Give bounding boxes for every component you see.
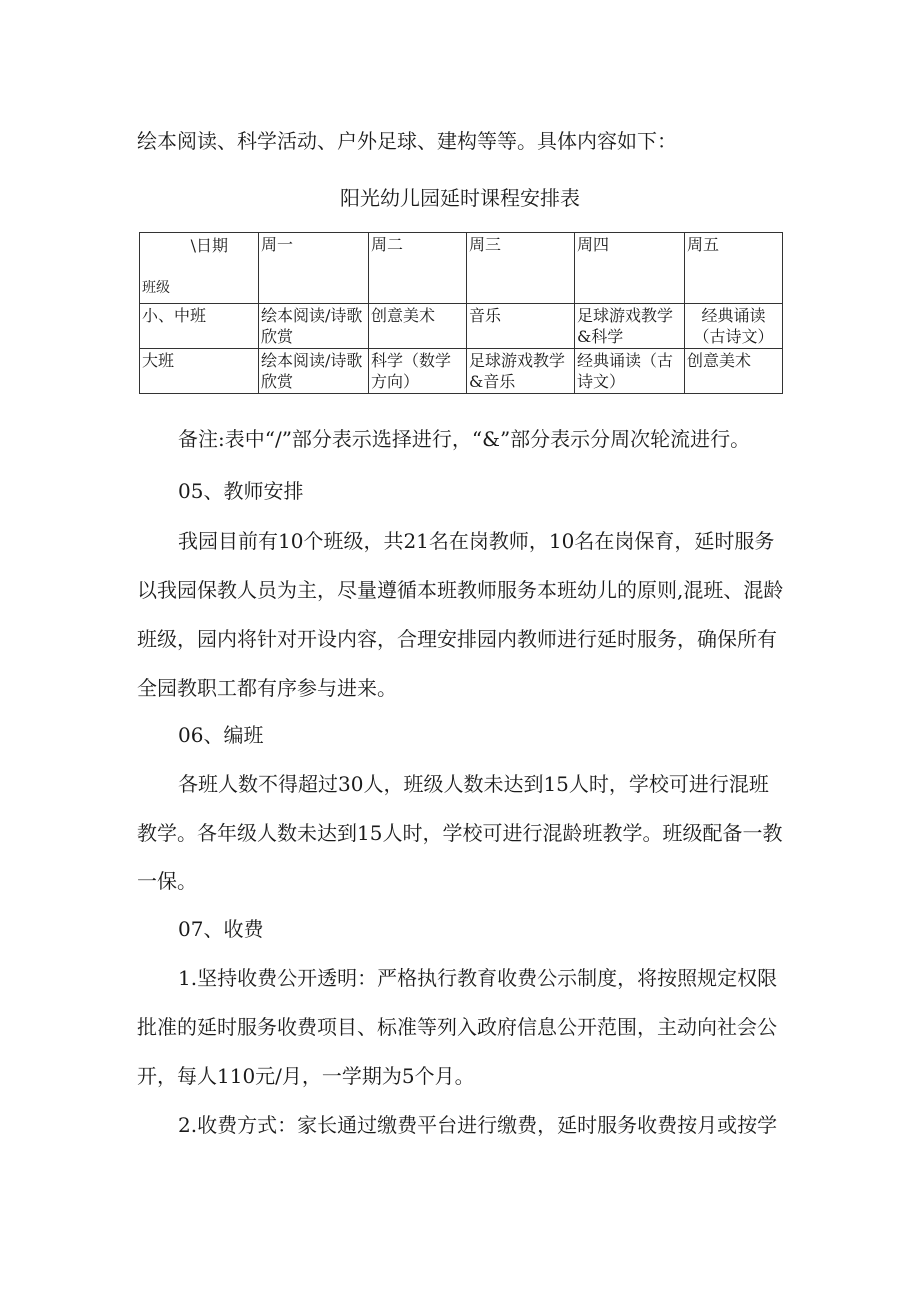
class-name-cell: 小、中班 xyxy=(140,304,259,349)
table-cell: 经典诵读（古诗文） xyxy=(575,349,685,394)
table-header-row xyxy=(140,233,783,304)
corner-class-label: 班级 xyxy=(142,280,170,296)
table-row xyxy=(140,304,783,349)
schedule-table xyxy=(139,232,783,394)
paragraph-line: 教学。各年级人数未达到15人时，学校可进行混龄班教学。班级配备一教 xyxy=(137,821,783,845)
paragraph-line: 我园目前有10个班级，共21名在岗教师，10名在岗保育，延时服务 xyxy=(178,529,775,553)
paragraph-line: 开，每人110元/月，一学期为5个月。 xyxy=(137,1064,475,1088)
section-heading-classes: 06、编班 xyxy=(178,723,264,747)
table-cell: 创意美术 xyxy=(685,349,783,394)
header-day: 周一 xyxy=(259,233,369,304)
paragraph-line: 各班人数不得超过30人，班级人数未达到15人时，学校可进行混班 xyxy=(178,772,769,796)
table-cell: 创意美术 xyxy=(369,304,467,349)
table-cell: 足球游戏教学&音乐 xyxy=(467,349,575,394)
paragraph-line: 批准的延时服务收费项目、标准等列入政府信息公开范围，主动向社会公 xyxy=(137,1015,777,1039)
section-heading-teachers: 05、教师安排 xyxy=(178,479,304,503)
header-day: 周二 xyxy=(369,233,467,304)
paragraph-line: 以我园保教人员为主，尽量遵循本班教师服务本班幼儿的原则,混班、混龄 xyxy=(137,578,784,602)
header-day: 周五 xyxy=(685,233,783,304)
corner-date-label: \日期 xyxy=(190,236,228,255)
table-cell: 音乐 xyxy=(467,304,575,349)
intro-text: 绘本阅读、科学活动、户外足球、建构等等。具体内容如下： xyxy=(137,129,677,153)
corner-cell xyxy=(140,233,259,304)
table-note: 备注:表中“/”部分表示选择进行，“&”部分表示分周次轮流进行。 xyxy=(178,427,751,451)
table-cell: 绘本阅读/诗歌欣赏 xyxy=(259,304,369,349)
table-cell: 绘本阅读/诗歌欣赏 xyxy=(259,349,369,394)
paragraph-line: 一保。 xyxy=(137,869,197,893)
paragraph-line: 班级，园内将针对开设内容，合理安排园内教师进行延时服务，确保所有 xyxy=(137,627,777,651)
table-title: 阳光幼儿园延时课程安排表 xyxy=(340,186,580,210)
table-cell: 足球游戏教学&科学 xyxy=(575,304,685,349)
header-day: 周四 xyxy=(575,233,685,304)
table-cell: 经典诵读（古诗文） xyxy=(685,304,783,349)
table-row xyxy=(140,349,783,394)
paragraph-line: 全园教职工都有序参与进来。 xyxy=(137,676,397,700)
table-cell: 科学（数学方向） xyxy=(369,349,467,394)
paragraph-line: 1.坚持收费公开透明：严格执行教育收费公示制度，将按照规定权限 xyxy=(178,966,778,990)
paragraph-line: 2.收费方式：家长通过缴费平台进行缴费，延时服务收费按月或按学 xyxy=(178,1113,778,1137)
header-day: 周三 xyxy=(467,233,575,304)
class-name-cell: 大班 xyxy=(140,349,259,394)
section-heading-fees: 07、收费 xyxy=(178,917,264,941)
